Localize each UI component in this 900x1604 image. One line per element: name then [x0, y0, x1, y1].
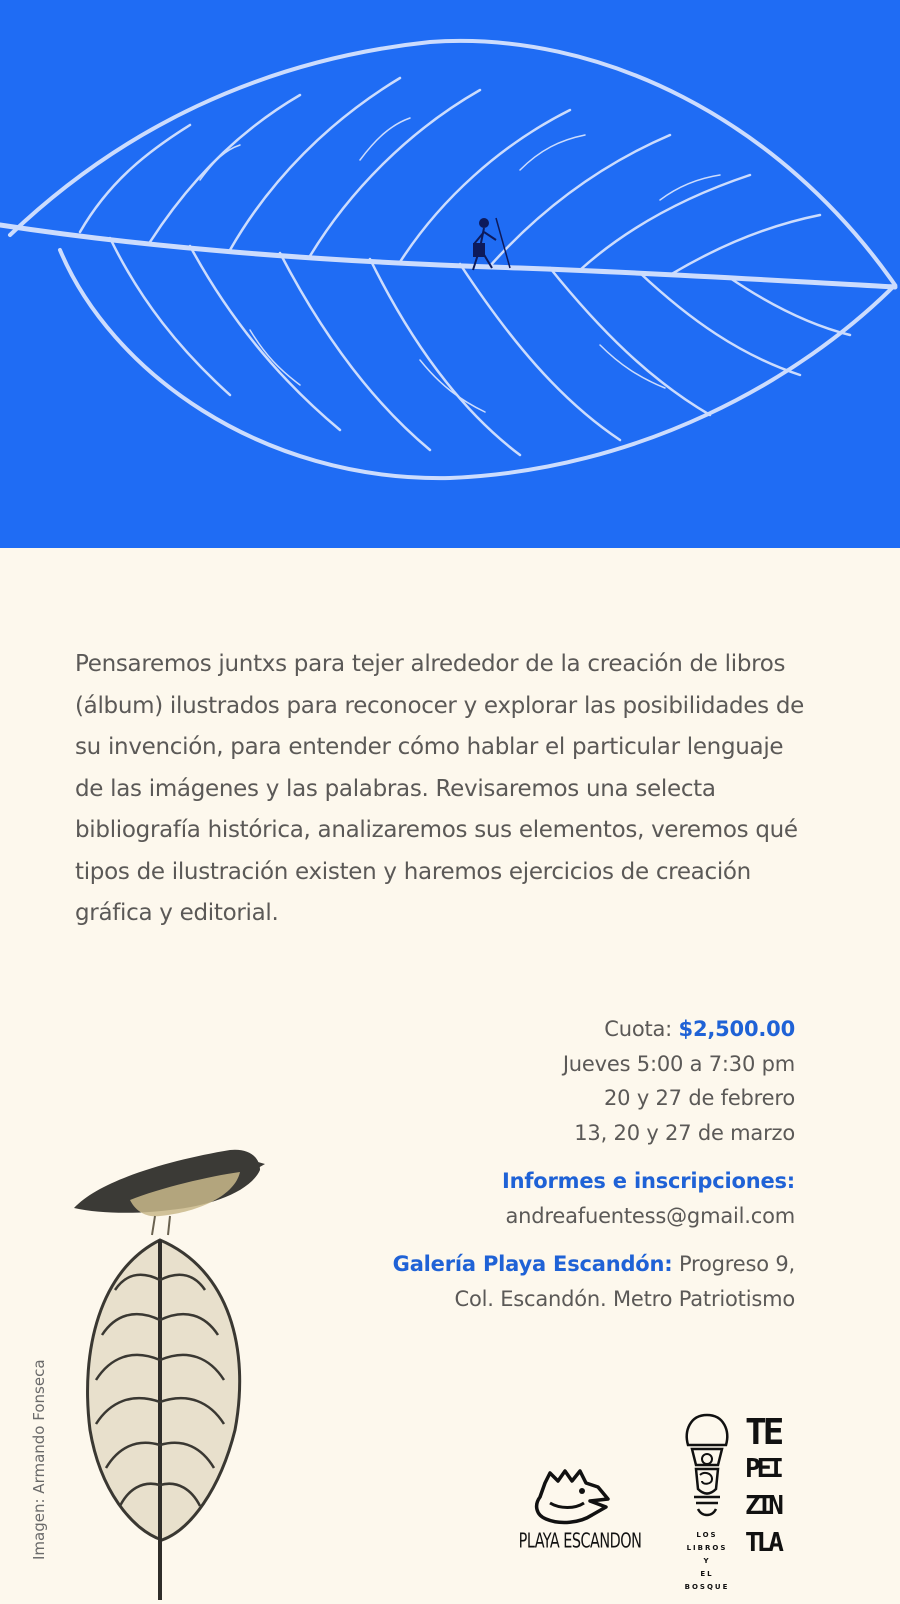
venue-label: Galería Playa Escandón:	[392, 1252, 673, 1276]
walker-figure	[473, 218, 510, 270]
hero-leaf-illustration	[0, 0, 900, 548]
libros-line-2: LIBROS	[686, 1544, 728, 1552]
venue-address-1: Progreso 9,	[678, 1252, 795, 1276]
contact-email[interactable]: andreafuentess@gmail.com	[505, 1203, 795, 1228]
dates-february: 20 y 27 de febrero	[604, 1086, 795, 1110]
libros-line-5: BOSQUE	[684, 1583, 730, 1591]
venue-line	[393, 1247, 795, 1282]
info-label: Informes e inscripciones:	[501, 1169, 795, 1193]
intro-paragraph: Pensaremos juntxs para tejer alrededor de la creación de libros (álbum) ilustrados para reconocer y explorar las posibilidades de su invención, para entender cómo hablar el particular lenguaje de las imágenes y las palabras. Revisaremos una selecta bibliografía histórica, analizaremos sus elementos, veremos qué tipos de ilustración existen y haremos ejercicios de creación gráfica y editorial.	[75, 651, 805, 926]
tepe-line-3: ZIN	[745, 1491, 780, 1521]
totem-icon	[678, 1413, 736, 1525]
fee-line	[393, 1012, 795, 1047]
playa-escandon-logo	[520, 1465, 640, 1559]
image-credit: Imagen: Armando Fonseca	[30, 1359, 48, 1560]
bird-leaf-drawing	[60, 1140, 280, 1600]
leaf-drawing	[0, 0, 900, 548]
schedule-line: Jueves 5:00 a 7:30 pm	[562, 1051, 795, 1076]
dates-march: 13, 20 y 27 de marzo	[574, 1120, 795, 1145]
libros-line-3: Y	[703, 1557, 711, 1565]
libros-bosque-logo	[678, 1413, 736, 1594]
bird-leaf-artwork	[60, 1140, 280, 1604]
fee-label: Cuota:	[604, 1017, 673, 1041]
event-details	[393, 1012, 795, 1316]
tepe-line-1: TE	[745, 1412, 781, 1453]
tepeizintla-logo	[745, 1414, 801, 1562]
libros-bosque-text	[678, 1529, 736, 1594]
libros-line-1: LOS	[696, 1531, 718, 1539]
venue-address-2: Col. Escandón. Metro Patriotismo	[454, 1286, 795, 1311]
tepe-line-4: TLA	[745, 1528, 780, 1558]
playa-escandon-label: PLAYA ESCANDON	[518, 1528, 642, 1553]
fee-value: $2,500.00	[678, 1017, 795, 1041]
libros-line-4: EL	[700, 1570, 714, 1578]
tepe-line-2: PEI	[745, 1454, 780, 1484]
